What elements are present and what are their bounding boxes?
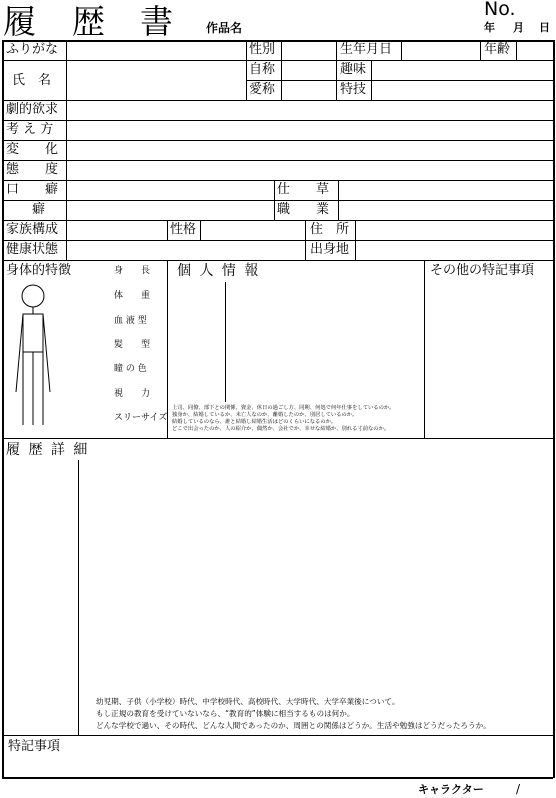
physical-item-height: 身 長 <box>114 266 151 276</box>
physical-item-three-sizes: スリーサイズ <box>114 413 168 423</box>
history-note: もし正規の教育を受けていないなら、“教育的”体験に相当するものは何か。 <box>96 709 355 718</box>
label-furigana: ふりがな <box>6 42 59 57</box>
work-name-label: 作品名 <box>206 21 243 35</box>
label-habit: 癖 <box>32 202 46 217</box>
label-gesture: 仕 草 <box>277 182 330 197</box>
label-sex: 性別 <box>249 42 276 57</box>
no-label: No. <box>484 0 516 20</box>
label-health: 健康状態 <box>6 242 59 257</box>
date-day-label: 日 <box>539 21 550 34</box>
body-figure <box>8 280 68 430</box>
label-age: 年齢 <box>484 42 511 57</box>
label-attitude: 態 度 <box>6 162 59 177</box>
title-glyph-1: 履 <box>3 2 36 41</box>
other-heading: その他の特記事項 <box>430 263 535 278</box>
character-label: キャラクター <box>418 783 484 796</box>
personal-notes <box>172 405 394 433</box>
label-catchphrase: 口 癖 <box>6 182 59 197</box>
physical-item-weight: 体 重 <box>114 291 151 301</box>
character-slash: / <box>516 782 521 796</box>
label-hobby: 趣味 <box>340 62 367 77</box>
title-glyph-2: 歴 <box>72 2 105 41</box>
label-nickname: 愛称 <box>249 82 276 97</box>
label-skill: 特技 <box>340 82 367 97</box>
remarks-heading: 特記事項 <box>8 739 61 754</box>
personal-note: どこで出会ったのか、人の紹介か、偶然か、会社でか、幸せな結婚か、別れる寸前なのか。 <box>172 426 390 432</box>
personal-note: 結婚しているのなら、誰と結婚し結婚生活はどのくらいになるのか。 <box>172 419 337 425</box>
history-note: 幼児期、子供（小学校）時代、中学校時代、高校時代、大学時代、大学卒業後について。 <box>96 697 400 706</box>
label-birthdate: 生年月日 <box>340 42 393 57</box>
physical-item-blood-type: 血 液 型 <box>114 316 147 326</box>
history-heading: 履 歴 詳 細 <box>6 442 90 458</box>
label-dramatic-desire: 劇的欲求 <box>6 102 59 117</box>
label-birthplace: 出身地 <box>310 242 350 257</box>
date-month-label: 月 <box>513 21 524 34</box>
history-note: どんな学校で過い、その時代、どんな人間であったのか、周囲との関係はどうか。生活や勉強はどうだったろうか。 <box>96 721 491 730</box>
label-self-reference: 自称 <box>249 62 276 77</box>
physical-heading: 身体的特徴 <box>6 263 72 278</box>
label-change: 変 化 <box>6 142 59 157</box>
physical-item-hairstyle: 髪 型 <box>114 340 151 350</box>
label-address: 住 所 <box>310 222 350 237</box>
personal-note: 上司、同僚、部下との関係、資金、休日の過ごし方、同期、何処で何年仕事をしているのか。 <box>172 405 395 411</box>
personal-note: 独身か、結婚しているか、未亡人なのか、離婚したのか、別居しているのか。 <box>172 412 358 418</box>
physical-item-eye-color: 瞳 の 色 <box>114 364 147 374</box>
label-name: 氏 名 <box>12 73 52 88</box>
label-family: 家族構成 <box>6 222 59 237</box>
history-notes <box>96 696 491 732</box>
title-glyph-3: 書 <box>140 2 173 41</box>
personal-heading: 個 人 情 報 <box>177 263 261 279</box>
label-thinking: 考 え 方 <box>6 122 54 137</box>
date-year-label: 年 <box>484 21 495 34</box>
physical-item-eyesight: 視 力 <box>114 389 151 399</box>
label-personality: 性格 <box>170 222 197 237</box>
label-occupation: 職 業 <box>277 202 330 217</box>
